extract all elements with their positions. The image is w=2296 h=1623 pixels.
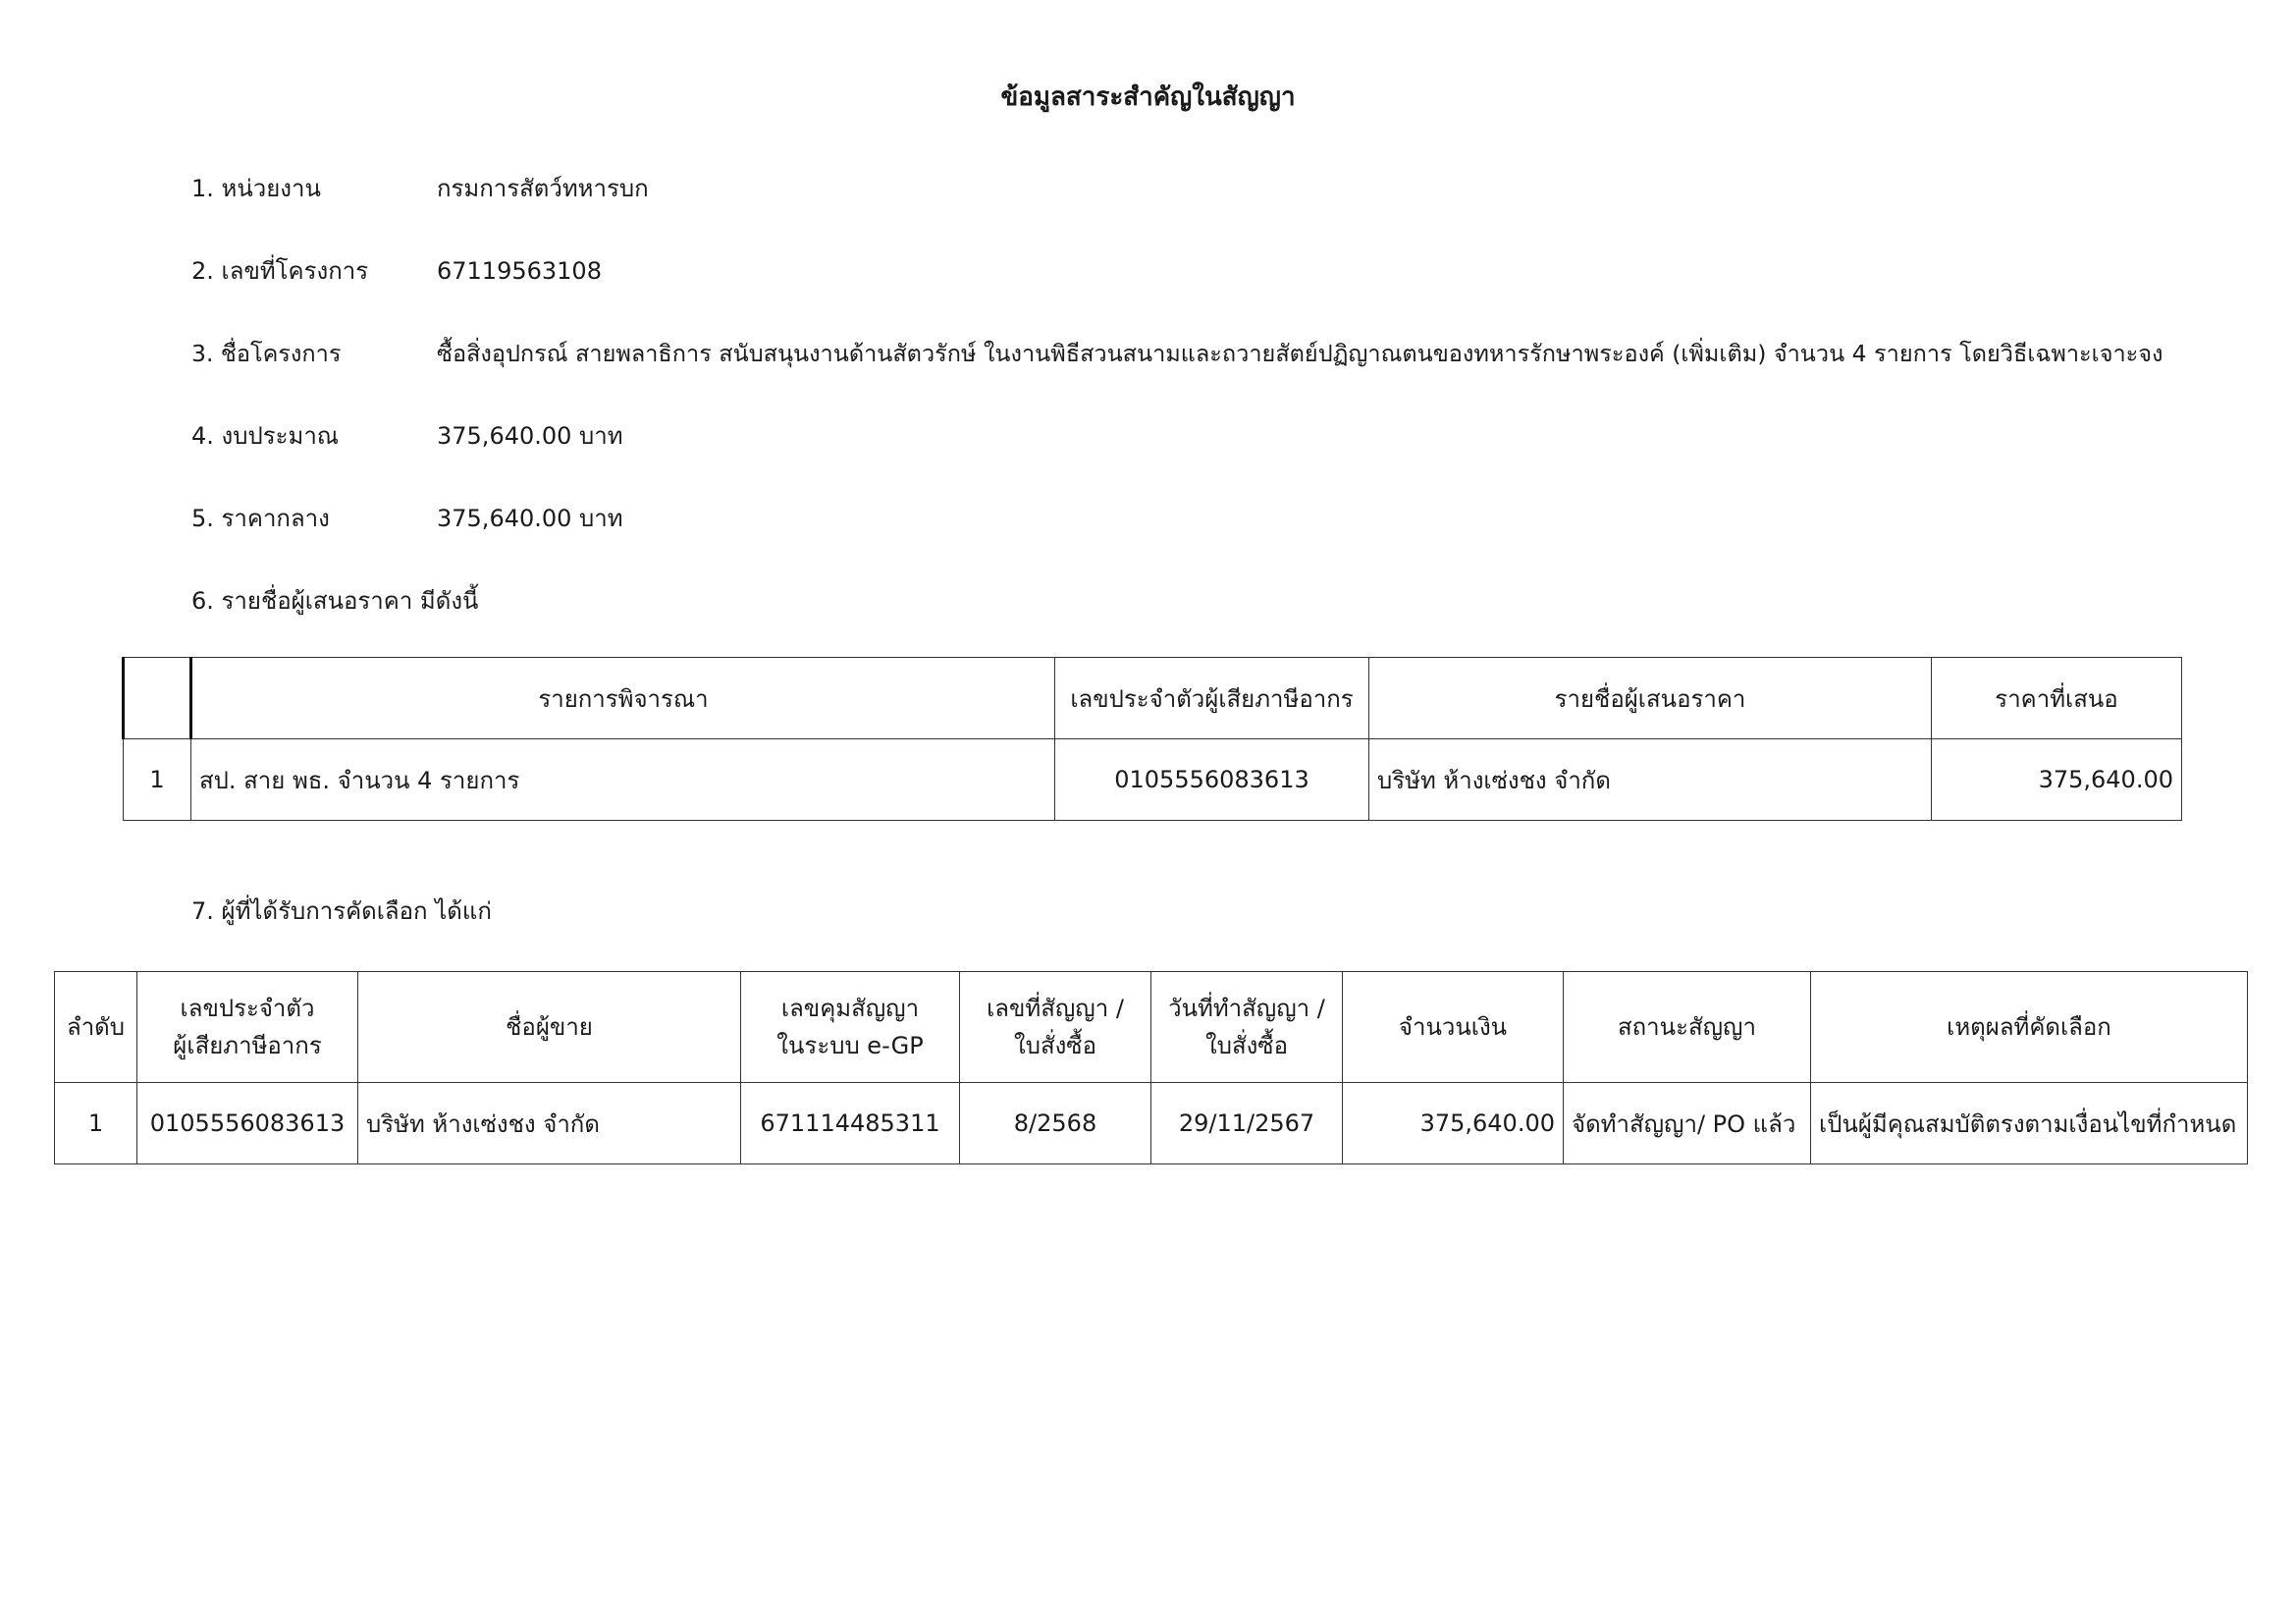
header-line: ลำดับ — [66, 1013, 125, 1041]
table-row — [124, 739, 2182, 821]
table-cell: 1 — [124, 739, 191, 821]
header-line: ใบสั่งซื้อ — [1204, 1032, 1289, 1059]
header-line: เลขที่สัญญา / — [987, 995, 1124, 1022]
table-header-cell: รายชื่อผู้เสนอราคา — [1369, 658, 1932, 739]
info-value: 67119563108 — [437, 257, 602, 285]
table-cell: 375,640.00 — [1932, 739, 2182, 821]
info-value: 375,640.00 บาท — [437, 505, 623, 532]
bidders-table — [122, 657, 2182, 821]
info-label: 2. เลขที่โครงการ — [191, 257, 369, 285]
header-line: สถานะสัญญา — [1618, 1013, 1756, 1041]
info-row-agency — [191, 169, 649, 208]
info-row-project-number — [191, 251, 602, 291]
table-cell: 0105556083613 — [1055, 739, 1369, 821]
table-header-cell — [1811, 972, 2248, 1083]
table-cell: เป็นผู้มีคุณสมบัติตรงตามเงื่อนไขที่กำหนด — [1811, 1083, 2248, 1164]
table-header-cell — [1343, 972, 1564, 1083]
header-line: ใบสั่งซื้อ — [1013, 1032, 1097, 1059]
table-cell: 0105556083613 — [137, 1083, 358, 1164]
table-header-cell — [137, 972, 358, 1083]
info-value: 375,640.00 บาท — [437, 422, 623, 450]
table-header-row — [55, 972, 2248, 1083]
header-line: ผู้เสียภาษีอากร — [173, 1032, 322, 1059]
table-cell: บริษัท ห้างเซ่งชง จำกัด — [1369, 739, 1932, 821]
table-cell: 1 — [55, 1083, 137, 1164]
table-header-cell — [1564, 972, 1811, 1083]
header-line: เลขคุมสัญญา — [780, 995, 920, 1022]
table-header-row — [124, 658, 2182, 739]
table-header-cell — [358, 972, 741, 1083]
header-line: ในระบบ e-GP — [776, 1032, 924, 1059]
table-header-cell: ราคาที่เสนอ — [1932, 658, 2182, 739]
header-line: เลขประจำตัว — [180, 995, 315, 1022]
table-cell: จัดทำสัญญา/ PO แล้ว — [1564, 1083, 1811, 1164]
table-header-cell — [124, 658, 191, 739]
info-row-reference-price — [191, 499, 623, 538]
info-label: 5. ราคากลาง — [191, 505, 330, 532]
bidders-heading: 6. รายชื่อผู้เสนอราคา มีดังนี้ — [191, 587, 479, 615]
table-cell: 29/11/2567 — [1151, 1083, 1343, 1164]
table-header-cell — [1151, 972, 1343, 1083]
header-line: เหตุผลที่คัดเลือก — [1947, 1013, 2111, 1041]
table-header-cell: รายการพิจารณา — [191, 658, 1055, 739]
table-row — [55, 1083, 2248, 1164]
header-line: ชื่อผู้ขาย — [506, 1013, 593, 1041]
table-cell: บริษัท ห้างเซ่งชง จำกัด — [358, 1083, 741, 1164]
table-cell: 8/2568 — [960, 1083, 1151, 1164]
info-label: 3. ชื่อโครงการ — [191, 340, 342, 367]
table-header-cell — [960, 972, 1151, 1083]
winners-heading: 7. ผู้ที่ได้รับการคัดเลือก ได้แก่ — [191, 897, 492, 925]
info-label: 4. งบประมาณ — [191, 422, 340, 450]
winners-table — [54, 971, 2248, 1164]
info-row-project-name — [191, 334, 2163, 373]
info-label: 1. หน่วยงาน — [191, 175, 321, 202]
info-value: กรมการสัตว์ทหารบก — [437, 175, 649, 202]
table-header-cell: เลขประจำตัวผู้เสียภาษีอากร — [1055, 658, 1369, 739]
info-value: ซื้อสิ่งอุปกรณ์ สายพลาธิการ สนับสนุนงานด้านสัตวรักษ์ ในงานพิธีสวนสนามและถวายสัตย์ปฏิญาณตนของทหารรักษาพระองค์ (เพิ่มเติม) จำนวน 4 รายการ โดยวิธีเฉพาะเจาะจง — [437, 340, 2163, 367]
table-header-cell — [741, 972, 960, 1083]
document-title: ข้อมูลสาระสำคัญในสัญญา — [1000, 82, 1296, 112]
table-header-cell — [55, 972, 137, 1083]
header-line: จำนวนเงิน — [1398, 1013, 1508, 1041]
table-cell: สป. สาย พธ. จำนวน 4 รายการ — [191, 739, 1055, 821]
info-row-budget — [191, 416, 623, 456]
table-cell: 671114485311 — [741, 1083, 960, 1164]
header-line: วันที่ทำสัญญา / — [1168, 995, 1325, 1022]
table-cell: 375,640.00 — [1343, 1083, 1564, 1164]
